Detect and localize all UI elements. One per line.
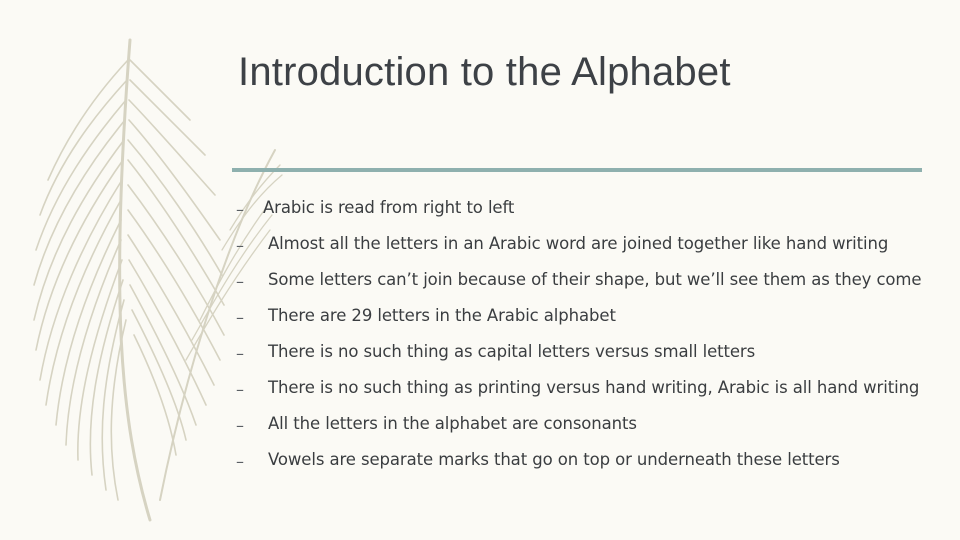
dash-bullet-icon: – xyxy=(236,380,244,399)
dash-bullet-icon: – xyxy=(236,416,244,435)
list-item xyxy=(230,342,930,378)
list-item-text: Arabic is read from right to left xyxy=(263,198,515,217)
dash-bullet-icon: – xyxy=(236,344,244,363)
list-item xyxy=(230,378,930,414)
list-item xyxy=(230,306,930,342)
list-item-text: There is no such thing as capital letters versus small letters xyxy=(268,342,756,361)
slide-title: Introduction to the Alphabet xyxy=(238,50,731,94)
list-item-text: Almost all the letters in an Arabic word are joined together like hand writing xyxy=(268,234,889,253)
list-item-text: Some letters can’t join because of their shape, but we’ll see them as they come xyxy=(268,270,922,289)
list-item-text: Vowels are separate marks that go on top or underneath these letters xyxy=(268,450,840,469)
list-item-text: There is no such thing as printing versus hand writing, Arabic is all hand writing xyxy=(268,378,920,397)
dash-bullet-icon: – xyxy=(236,200,244,219)
list-item-text: All the letters in the alphabet are consonants xyxy=(268,414,637,433)
list-item xyxy=(230,450,930,486)
dash-bullet-icon: – xyxy=(236,452,244,471)
list-item xyxy=(230,234,930,270)
dash-bullet-icon: – xyxy=(236,236,244,255)
list-item xyxy=(230,270,930,306)
list-item xyxy=(230,198,930,234)
dash-bullet-icon: – xyxy=(236,308,244,327)
dash-bullet-icon: – xyxy=(236,272,244,291)
title-divider xyxy=(232,168,922,172)
list-item-text: There are 29 letters in the Arabic alphabet xyxy=(268,306,616,325)
list-item xyxy=(230,414,930,450)
bullet-list xyxy=(230,198,930,486)
